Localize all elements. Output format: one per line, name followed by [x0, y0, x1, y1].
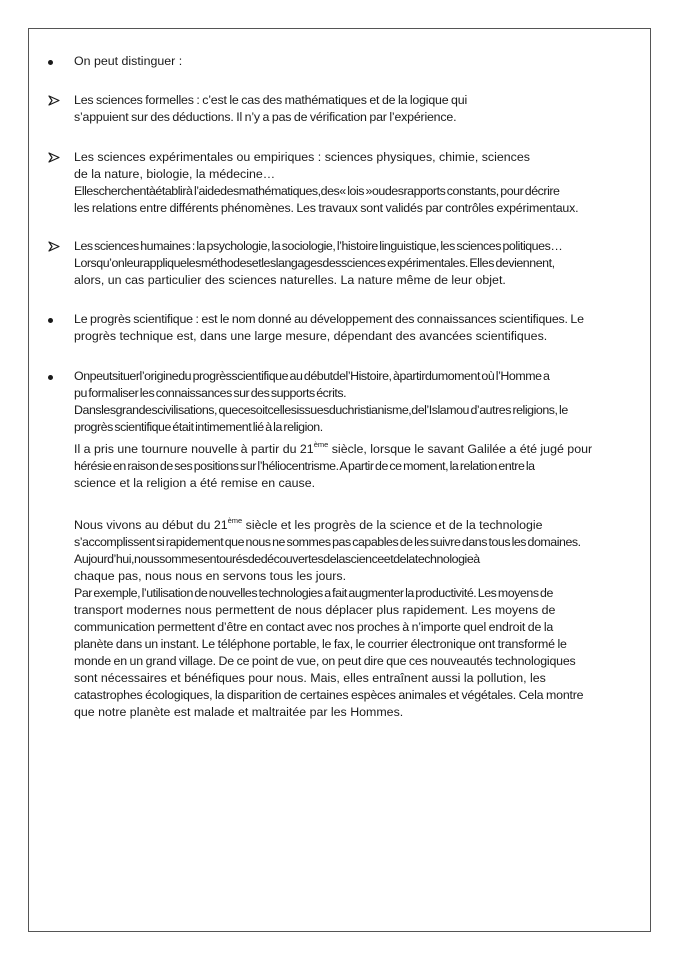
vivons-line-11: catastrophes écologiques, la disparition de certaines espèces animales et végétales. Cela montre: [74, 688, 584, 702]
vivons-line-2: s’accomplissent si rapidement que nous ne sommes pas capables de les suivre dans tous les domaines.: [74, 535, 581, 549]
experimentales-line-2: de la nature, biologie, la médecine…: [74, 167, 276, 181]
origine-line-4: progrès scientifique était intimement lié à la religion.: [74, 420, 323, 434]
formelles-line-2: s’appuient sur des déductions. Il n’y a pas de vérification par l’expérience.: [74, 110, 457, 124]
arrowhead-bullet-icon: [48, 92, 60, 106]
vivons-line-1: [74, 517, 543, 534]
progres-line-1: Le progrès scientifique : est le nom donné au développement des connaissances scientifiques. Le: [74, 312, 584, 326]
experimentales-line-3: Ellescherchentàétablirà l’aidedesmathématiques,des« lois »oudesrapports constants, pour décrire: [74, 184, 560, 198]
experimentales-line-4: les relations entre différents phénomènes. Les travaux sont validés par contrôles expérimentaux.: [74, 201, 579, 215]
galilee-line-1-rest: siècle, lorsque le savant Galilée a été jugé pour: [328, 442, 593, 456]
vivons-line-5: Par exemple, l’utilisation de nouvelles technologies a fait augmenter la productivité. Les moyens de: [74, 586, 553, 600]
progres-line-2: progrès technique est, dans une large mesure, dépendant des avancées scientifiques.: [74, 329, 548, 343]
vivons-line-1-rest: siècle et les progrès de la science et de la technologie: [242, 518, 543, 532]
superscript: ème: [313, 439, 329, 449]
vivons-line-8: planète dans un instant. Le téléphone portable, le fax, le courrier électronique ont transformé le: [74, 637, 567, 651]
galilee-line-1-text: Il a pris une tournure nouvelle à partir du 21: [74, 442, 314, 456]
vivons-line-7: communication permettent d’être en contact avec nos proches à n’importe quel endroit de la: [74, 620, 554, 634]
vivons-line-4: chaque pas, nous nous en servons tous les jours.: [74, 569, 347, 583]
galilee-line-2: hérésie en raison de ses positions sur l’héliocentrisme. A partir de ce moment, la relation entre la: [74, 459, 535, 473]
vivons-line-10: sont nécessaires et bénéfiques pour nous. Mais, elles entraînent aussi la pollution, les: [74, 671, 546, 685]
humaines-line-3: alors, un cas particulier des sciences naturelles. La nature même de leur objet.: [74, 273, 506, 287]
origine-line-3: Danslesgrandescivilisations, quecesoitcellesissuesduchristianisme,del’Islamou d’autres religions, le: [74, 403, 568, 417]
vivons-line-6: transport modernes nous permettent de nous déplacer plus rapidement. Les moyens de: [74, 603, 556, 617]
vivons-line-9: monde en un grand village. De ce point de vue, on peut dire que ces nouveautés technologiques: [74, 654, 576, 668]
experimentales-line-1: Les sciences expérimentales ou empiriques : sciences physiques, chimie, sciences: [74, 150, 530, 164]
arrowhead-bullet-icon: [48, 238, 60, 252]
superscript: ème: [227, 515, 243, 525]
bullet-dot-icon: [48, 368, 53, 385]
formelles-line-1: Les sciences formelles : c’est le cas des mathématiques et de la logique qui: [74, 93, 467, 107]
intro-text: On peut distinguer :: [74, 54, 183, 68]
vivons-line-1-text: Nous vivons au début du 21: [74, 518, 228, 532]
arrowhead-bullet-icon: [48, 149, 60, 163]
galilee-line-3: science et la religion a été remise en cause.: [74, 476, 316, 490]
humaines-line-2: Lorsqu’onleurappliquelesméthodesetleslangagesdessciences expérimentales. Elles deviennent,: [74, 256, 555, 270]
vivons-line-12: que notre planète est malade et maltraitée par les Hommes.: [74, 705, 404, 719]
bullet-dot-icon: [48, 53, 53, 70]
vivons-line-3: Aujourd’hui,noussommesentourésdedécouvertesdelascienceetdelatechnologieà: [74, 552, 480, 566]
galilee-line-1: [74, 441, 592, 458]
humaines-line-1: Les sciences humaines : la psychologie, la sociologie, l’histoire linguistique, les sciences politiques…: [74, 239, 563, 253]
origine-line-2: pu formaliser les connaissances sur des supports écrits.: [74, 386, 347, 400]
bullet-dot-icon: [48, 311, 53, 328]
origine-line-1: Onpeutsituerl’originedu progrèsscientifique au débutdel’Histoire, àpartirdumoment où l’Homme a: [74, 369, 550, 383]
